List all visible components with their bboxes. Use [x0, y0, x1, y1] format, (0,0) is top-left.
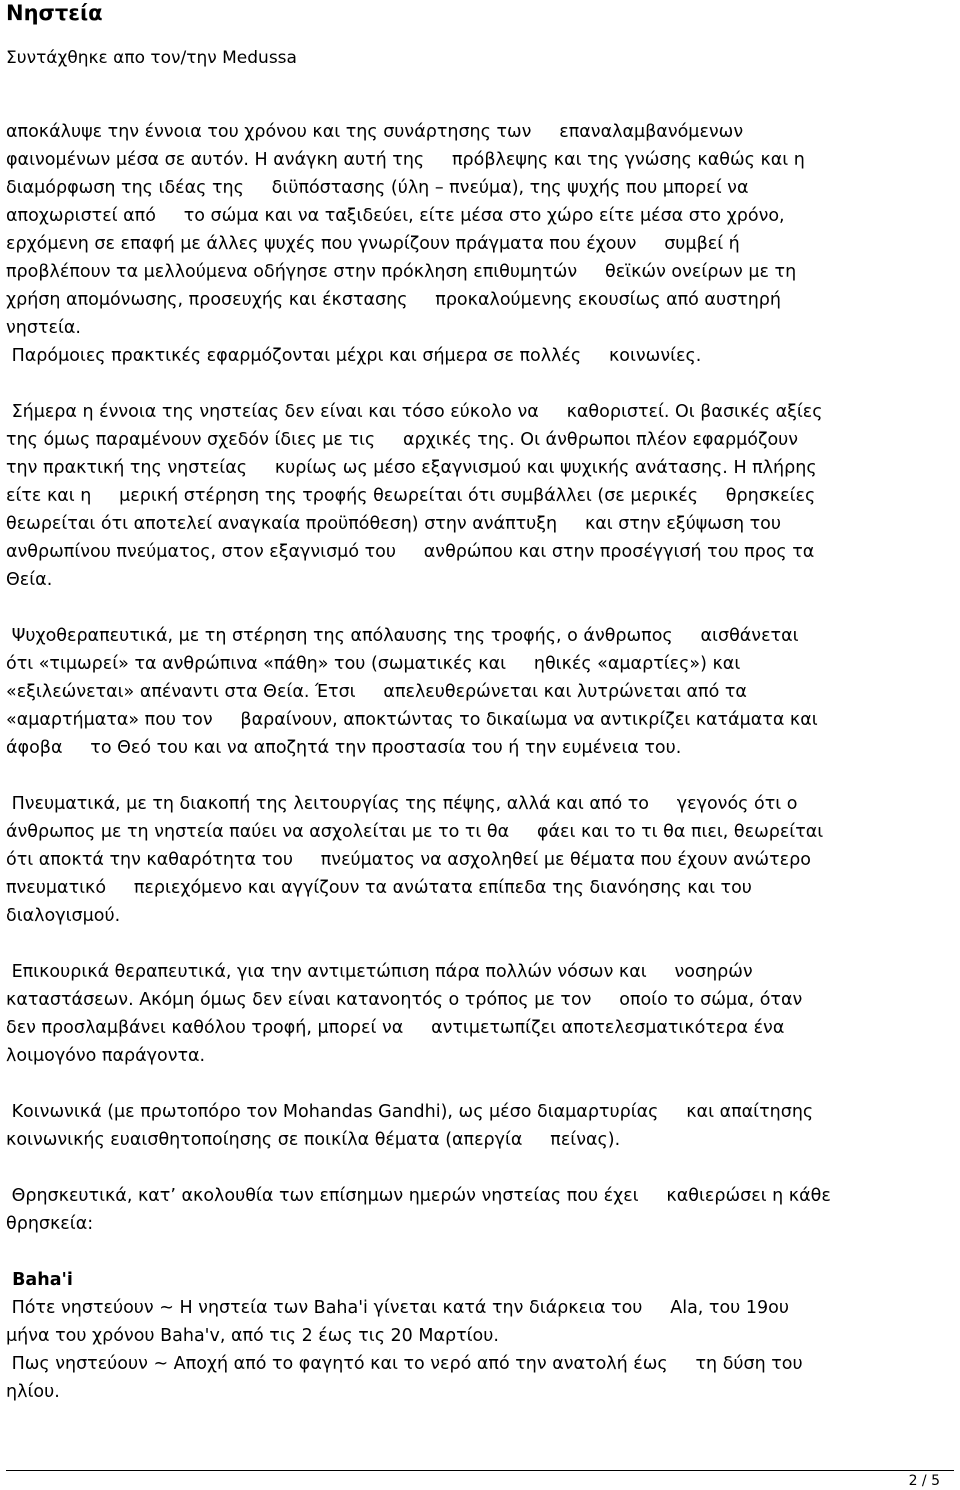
- text-line: λοιμογόνο παράγοντα.: [6, 1046, 206, 1066]
- text-line: Θρησκευτικά, κατ’ ακολουθία των επίσημων ημερών νηστείας που έχει καθιερώσει η κάθε: [6, 1186, 831, 1206]
- text-line: Σήμερα η έννοια της νηστείας δεν είναι και τόσο εύκολο να καθοριστεί. Οι βασικές αξίες: [6, 402, 823, 422]
- text-line: καταστάσεων. Ακόμη όμως δεν είναι κατανοητός ο τρόπος με τον οποίο το σώμα, όταν: [6, 990, 803, 1010]
- text-line: κοινωνικής ευαισθητοποίησης σε ποικίλα θέματα (απεργία πείνας).: [6, 1130, 621, 1150]
- text-line: διαμόρφωση της ιδέας της διϋπόστασης (ύλη – πνεύμα), της ψυχής που μπορεί να: [6, 178, 749, 198]
- text-line: δεν προσλαμβάνει καθόλου τροφή, μπορεί να αντιμετωπίζει αποτελεσματικότερα ένα: [6, 1018, 785, 1038]
- text-line: ότι «τιμωρεί» τα ανθρώπινα «πάθη» του (σωματικές και ηθικές «αμαρτίες») και: [6, 654, 741, 674]
- paragraph-gap: [6, 1238, 956, 1266]
- section-heading: Baha'i: [6, 1270, 73, 1290]
- paragraph-gap: [6, 370, 956, 398]
- text-line: την πρακτική της νηστείας κυρίως ως μέσο εξαγνισμού και ψυχικής ανάτασης. Η πλήρης: [6, 458, 817, 478]
- text-line: ανθρωπίνου πνεύματος, στον εξαγνισμό του ανθρώπου και στην προσέγγισή του προς τα: [6, 542, 815, 562]
- text-line: θεωρείται ότι αποτελεί αναγκαία προϋπόθεση) στην ανάπτυξη και στην εξύψωση του: [6, 514, 782, 534]
- text-line: ερχόμενη σε επαφή με άλλες ψυχές που γνωρίζουν πράγματα που έχουν συμβεί ή: [6, 234, 740, 254]
- text-line: ότι αποκτά την καθαρότητα του πνεύματος να ασχοληθεί με θέματα που έχουν ανώτερο: [6, 850, 811, 870]
- text-line: Πότε νηστεύουν ~ Η νηστεία των Baha'i γίνεται κατά την διάρκεια του Ala, του 19ου: [6, 1298, 789, 1318]
- paragraph-gap: [6, 594, 956, 622]
- text-line: αποκάλυψε την έννοια του χρόνου και της συνάρτησης των επαναλαμβανόμενων: [6, 122, 744, 142]
- text-line: Θεία.: [6, 570, 53, 590]
- footer-divider: [6, 1470, 954, 1471]
- text-line: Πνευματικά, με τη διακοπή της λειτουργίας της πέψης, αλλά και από το γεγονός ότι ο: [6, 794, 798, 814]
- paragraph-gap: [6, 762, 956, 790]
- text-line: μήνα του χρόνου Baha'v, από τις 2 έως τις 20 Μαρτίου.: [6, 1326, 499, 1346]
- text-line: ηλίου.: [6, 1382, 60, 1402]
- text-line: χρήση απομόνωσης, προσευχής και έκστασης προκαλούμενης εκουσίως από αυστηρή: [6, 290, 781, 310]
- page-title: Νηστεία: [6, 1, 103, 25]
- text-line: άφοβα το Θεό του και να αποζητά την προστασία του ή την ευμένεια του.: [6, 738, 682, 758]
- author-line: Συντάχθηκε απο τον/την Medussa: [6, 48, 297, 68]
- text-line: φαινομένων μέσα σε αυτόν. Η ανάγκη αυτή της πρόβλεψης και της γνώσης καθώς και η: [6, 150, 805, 170]
- text-line: Πως νηστεύουν ~ Αποχή από το φαγητό και το νερό από την ανατολή έως τη δύση του: [6, 1354, 803, 1374]
- document-body: [6, 118, 956, 1406]
- text-line: νηστεία.: [6, 318, 81, 338]
- text-line: πνευματικό περιεχόμενο και αγγίζουν τα ανώτατα επίπεδα της διανόησης και του: [6, 878, 752, 898]
- paragraph-gap: [6, 1070, 956, 1098]
- text-line: είτε και η μερική στέρηση της τροφής θεωρείται ότι συμβάλλει (σε μερικές θρησκείες: [6, 486, 816, 506]
- page-number: 2 / 5: [908, 1473, 940, 1489]
- text-line: Κοινωνικά (με πρωτοπόρο τον Mohandas Gandhi), ως μέσο διαμαρτυρίας και απαίτησης: [6, 1102, 814, 1122]
- text-line: Παρόμοιες πρακτικές εφαρμόζονται μέχρι και σήμερα σε πολλές κοινωνίες.: [6, 346, 702, 366]
- text-line: αποχωριστεί από το σώμα και να ταξιδεύει, είτε μέσα στο χώρο είτε μέσα στο χρόνο,: [6, 206, 785, 226]
- text-line: της όμως παραμένουν σχεδόν ίδιες με τις αρχικές της. Οι άνθρωποι πλέον εφαρμόζουν: [6, 430, 799, 450]
- text-line: διαλογισμού.: [6, 906, 121, 926]
- text-line: Επικουρικά θεραπευτικά, για την αντιμετώπιση πάρα πολλών νόσων και νοσηρών: [6, 962, 753, 982]
- text-line: Ψυχοθεραπευτικά, με τη στέρηση της απόλαυσης της τροφής, ο άνθρωπος αισθάνεται: [6, 626, 799, 646]
- text-line: θρησκεία:: [6, 1214, 94, 1234]
- paragraph-gap: [6, 930, 956, 958]
- text-line: «αμαρτήματα» που τον βαραίνουν, αποκτώντας το δικαίωμα να αντικρίζει κατάματα και: [6, 710, 818, 730]
- paragraph-gap: [6, 1154, 956, 1182]
- text-line: άνθρωπος με τη νηστεία παύει να ασχολείται με το τι θα φάει και το τι θα πιει, θεωρείται: [6, 822, 824, 842]
- text-line: προβλέπουν τα μελλούμενα οδήγησε στην πρόκληση επιθυμητών θεϊκών ονείρων με τη: [6, 262, 797, 282]
- text-line: «εξιλεώνεται» απέναντι στα Θεία. Έτσι απελευθερώνεται και λυτρώνεται από τα: [6, 682, 747, 702]
